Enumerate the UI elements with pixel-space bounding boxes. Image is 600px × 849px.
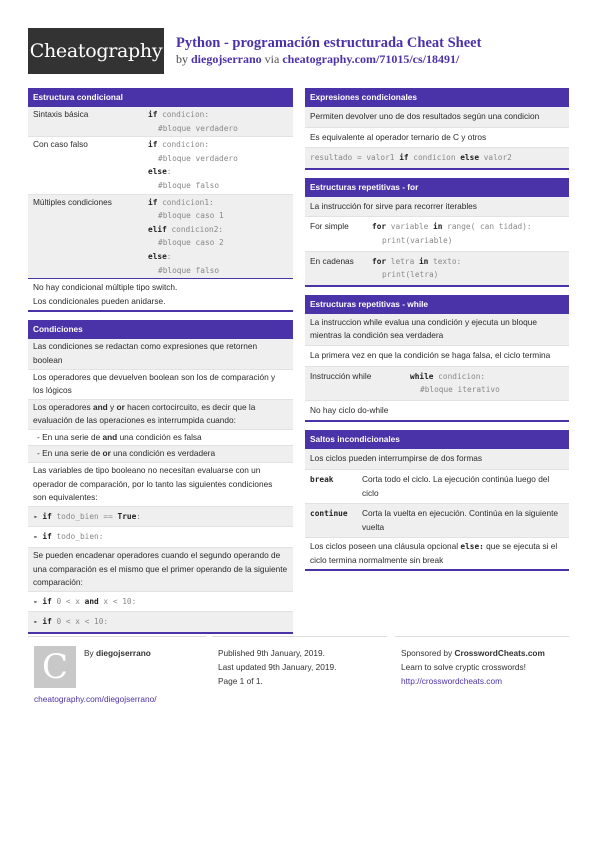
code-keyword: else: [460,542,484,552]
code-keyword: for [372,222,387,232]
code-text: condicion: [433,371,486,381]
code-line [305,147,569,168]
list-item: Los ciclos pueden interrumpirse de dos formas [305,449,569,469]
author-link[interactable]: diegojserrano [96,648,151,658]
code-keyword: else [148,251,167,261]
table-row [28,194,293,279]
list-item: No hay ciclo do-while [305,400,569,421]
sponsor-label: Sponsored by [401,648,455,658]
code-block [148,138,238,192]
list-item [28,429,293,446]
text: - [33,596,43,606]
code-line [28,611,293,632]
code-text: #bloque falso [158,180,220,190]
author-avatar[interactable]: C [34,646,76,688]
footer-sponsor [401,647,545,660]
section-title: Condiciones [28,320,293,339]
section-expresiones-condicionales [305,88,569,170]
code-text: print(variable) [382,235,453,245]
note-text: No hay condicional múltiple tipo switch. [33,282,178,293]
footer-updated: Last updated 9th January, 2019. [218,662,337,672]
text: or [102,448,111,459]
section-title: Estructura condicional [28,88,293,107]
table-row [305,251,569,285]
row-label: Sintaxis básica [33,109,89,119]
code-keyword: else [148,167,167,177]
text: una condición es verdadera [110,448,216,459]
section-condiciones [28,320,293,634]
list-item: Los operadores que devuelven boolean son los de comparación y los lógicos [28,369,293,399]
code-block [148,108,238,135]
code-line [28,506,293,527]
code-line [28,526,293,547]
code-keyword: if [148,110,158,119]
text: y [107,401,117,412]
text: Los operadores [33,401,93,412]
code-keyword: for [372,256,387,266]
code-text: texto: [428,256,462,266]
list-item: La instrucción for sirve para recorrer iterables [305,197,569,217]
code-keyword: and [84,596,99,606]
text: - [33,511,43,521]
code-text: todo_bien: [51,532,104,542]
author-link[interactable]: diegojserrano [191,52,262,66]
page-title: Python - programación estructurada Cheat Sheet [176,35,482,51]
code-text: #bloque caso 2 [158,238,224,248]
text: - [33,532,43,542]
section-note [28,278,293,310]
code-keyword: if [42,617,52,627]
text: hacen cortocircuito, es decir que la evaluación de las operaciones es interrumpida cuando: [33,401,256,426]
footer-page: Page 1 of 1. [218,676,263,686]
right-column [305,88,569,579]
section-title: Estructuras repetitivas - for [305,178,569,197]
section-title: Expresiones condicionales [305,88,569,107]
row-label: For simple [310,221,349,232]
row-label: Múltiples condiciones [33,196,112,207]
text: Los ciclos poseen una cláusula opcional [310,541,461,552]
list-item: Se pueden encadenar operadores cuando el segundo operando de una comparación es el mismo que el primer operando de la siguiente comparación: [28,547,293,591]
author-profile-link[interactable]: cheatography.com/diegojserrano/ [34,694,157,704]
code-line [28,591,293,612]
list-item: Las condiciones se redactan como expresiones que retornen boolean [28,339,293,368]
table-row [305,216,569,250]
note-text: Los condicionales pueden anidarse. [33,295,166,306]
code-text: : [166,167,172,177]
code-text: condicion: [157,140,210,150]
code-keyword: if [42,511,52,521]
section-title: Estructuras repetitivas - while [305,295,569,314]
cheatography-logo[interactable]: Cheatography [28,28,164,74]
code-text: valor2 [479,153,512,163]
row-label: Con caso falso [33,139,88,150]
code-keyword: continue [310,509,348,519]
by-label: by [176,52,188,66]
code-text: #bloque iterativo [420,385,500,395]
text: or [116,401,125,412]
list-item [305,537,569,569]
list-item: Es equivalente al operador ternario de C y otros [305,127,569,148]
code-keyword: else [460,153,480,163]
section-estructura-condicional [28,88,293,312]
section-while [305,295,569,423]
section-for [305,178,569,287]
code-text: range( can tidad): [442,222,532,232]
by-label: By [84,648,96,658]
row-description: Corta la vuelta en ejecución. Continúa en la siguiente vuelta [362,508,559,532]
code-text: resultado = valor1 [310,153,400,163]
code-text: condicion [408,153,461,163]
list-item [28,399,293,429]
code-text: : [136,511,141,521]
code-keyword: if [148,140,158,150]
code-block [372,220,532,247]
code-text: condicion1: [157,197,214,207]
list-item: La instruccion while evalua una condición y ejecuta un bloque mientras la condición sea verdadera [305,314,569,345]
sponsor-url-link[interactable]: http://crosswordcheats.com [401,676,502,686]
code-keyword: in [418,256,429,266]
list-item: Las variables de tipo booleano no necesitan evaluarse con un operador de comparación, por lo tanto las siguientes condiciones son equivalentes: [28,462,293,506]
code-text: variable [386,222,434,232]
left-column [28,88,293,642]
code-keyword: while [410,371,434,381]
table-row [305,469,569,503]
code-text: condicion2: [166,224,224,234]
list-item: La primera vez en que la condición se haga falsa, el ciclo termina [305,345,569,366]
table-row [28,107,293,136]
via-label: via [264,52,280,66]
code-text: print(letra) [382,270,439,280]
section-saltos [305,430,569,571]
byline [176,52,459,67]
text: - [33,617,43,627]
code-block [148,196,224,278]
text: - En una serie de [37,448,103,459]
code-text: : [166,251,172,261]
footer-sponsor-tagline: Learn to solve cryptic crosswords! [401,662,526,672]
text: una condición es falsa [117,431,202,442]
code-block [410,370,500,397]
code-text: #bloque verdadero [158,123,238,133]
code-text: 0 < x [51,596,85,606]
code-keyword: if [399,153,409,163]
table-row [28,136,293,193]
code-text: #bloque falso [158,265,220,275]
code-text: 0 < x < 10: [51,617,109,627]
code-keyword: elif [148,224,167,234]
row-label: En cadenas [310,255,354,266]
sheet-url-link[interactable]: cheatography.com/71015/cs/18491/ [282,52,460,66]
code-text: #bloque verdadero [158,153,238,163]
footer-divider [395,636,569,637]
code-text: todo_bien == [51,511,118,521]
footer-published: Published 9th January, 2019. [218,648,325,658]
code-block [372,255,461,282]
text: que se ejecuta si el ciclo termina normalmente sin break [310,541,558,565]
code-keyword: if [148,197,158,207]
text: - En una serie de [37,431,103,442]
row-label: Instrucción while [310,370,372,381]
code-keyword: break [310,474,334,484]
footer-author-url[interactable] [34,693,157,706]
code-text: x < 10: [98,596,137,606]
sponsor-link[interactable]: CrosswordCheats.com [454,648,545,658]
text: and [102,431,118,442]
code-keyword: if [42,596,52,606]
section-title: Saltos incondicionales [305,430,569,449]
footer-divider [212,636,387,637]
table-row [305,366,569,400]
code-keyword: in [433,222,443,232]
code-text: condicion: [157,110,210,119]
footer-divider [28,636,206,637]
code-keyword: if [42,532,52,542]
text: and [92,401,108,412]
footer-author [84,647,151,660]
footer-sponsor-url[interactable] [401,675,502,688]
code-keyword: True [117,511,137,521]
code-text: letra [386,256,419,266]
row-description: Corta todo el ciclo. La ejecución continúa luego del ciclo [362,473,550,498]
list-item: Permiten devolver uno de dos resultados según una condicion [305,107,569,127]
list-item [28,445,293,462]
code-text: #bloque caso 1 [158,211,224,221]
table-row [305,503,569,537]
